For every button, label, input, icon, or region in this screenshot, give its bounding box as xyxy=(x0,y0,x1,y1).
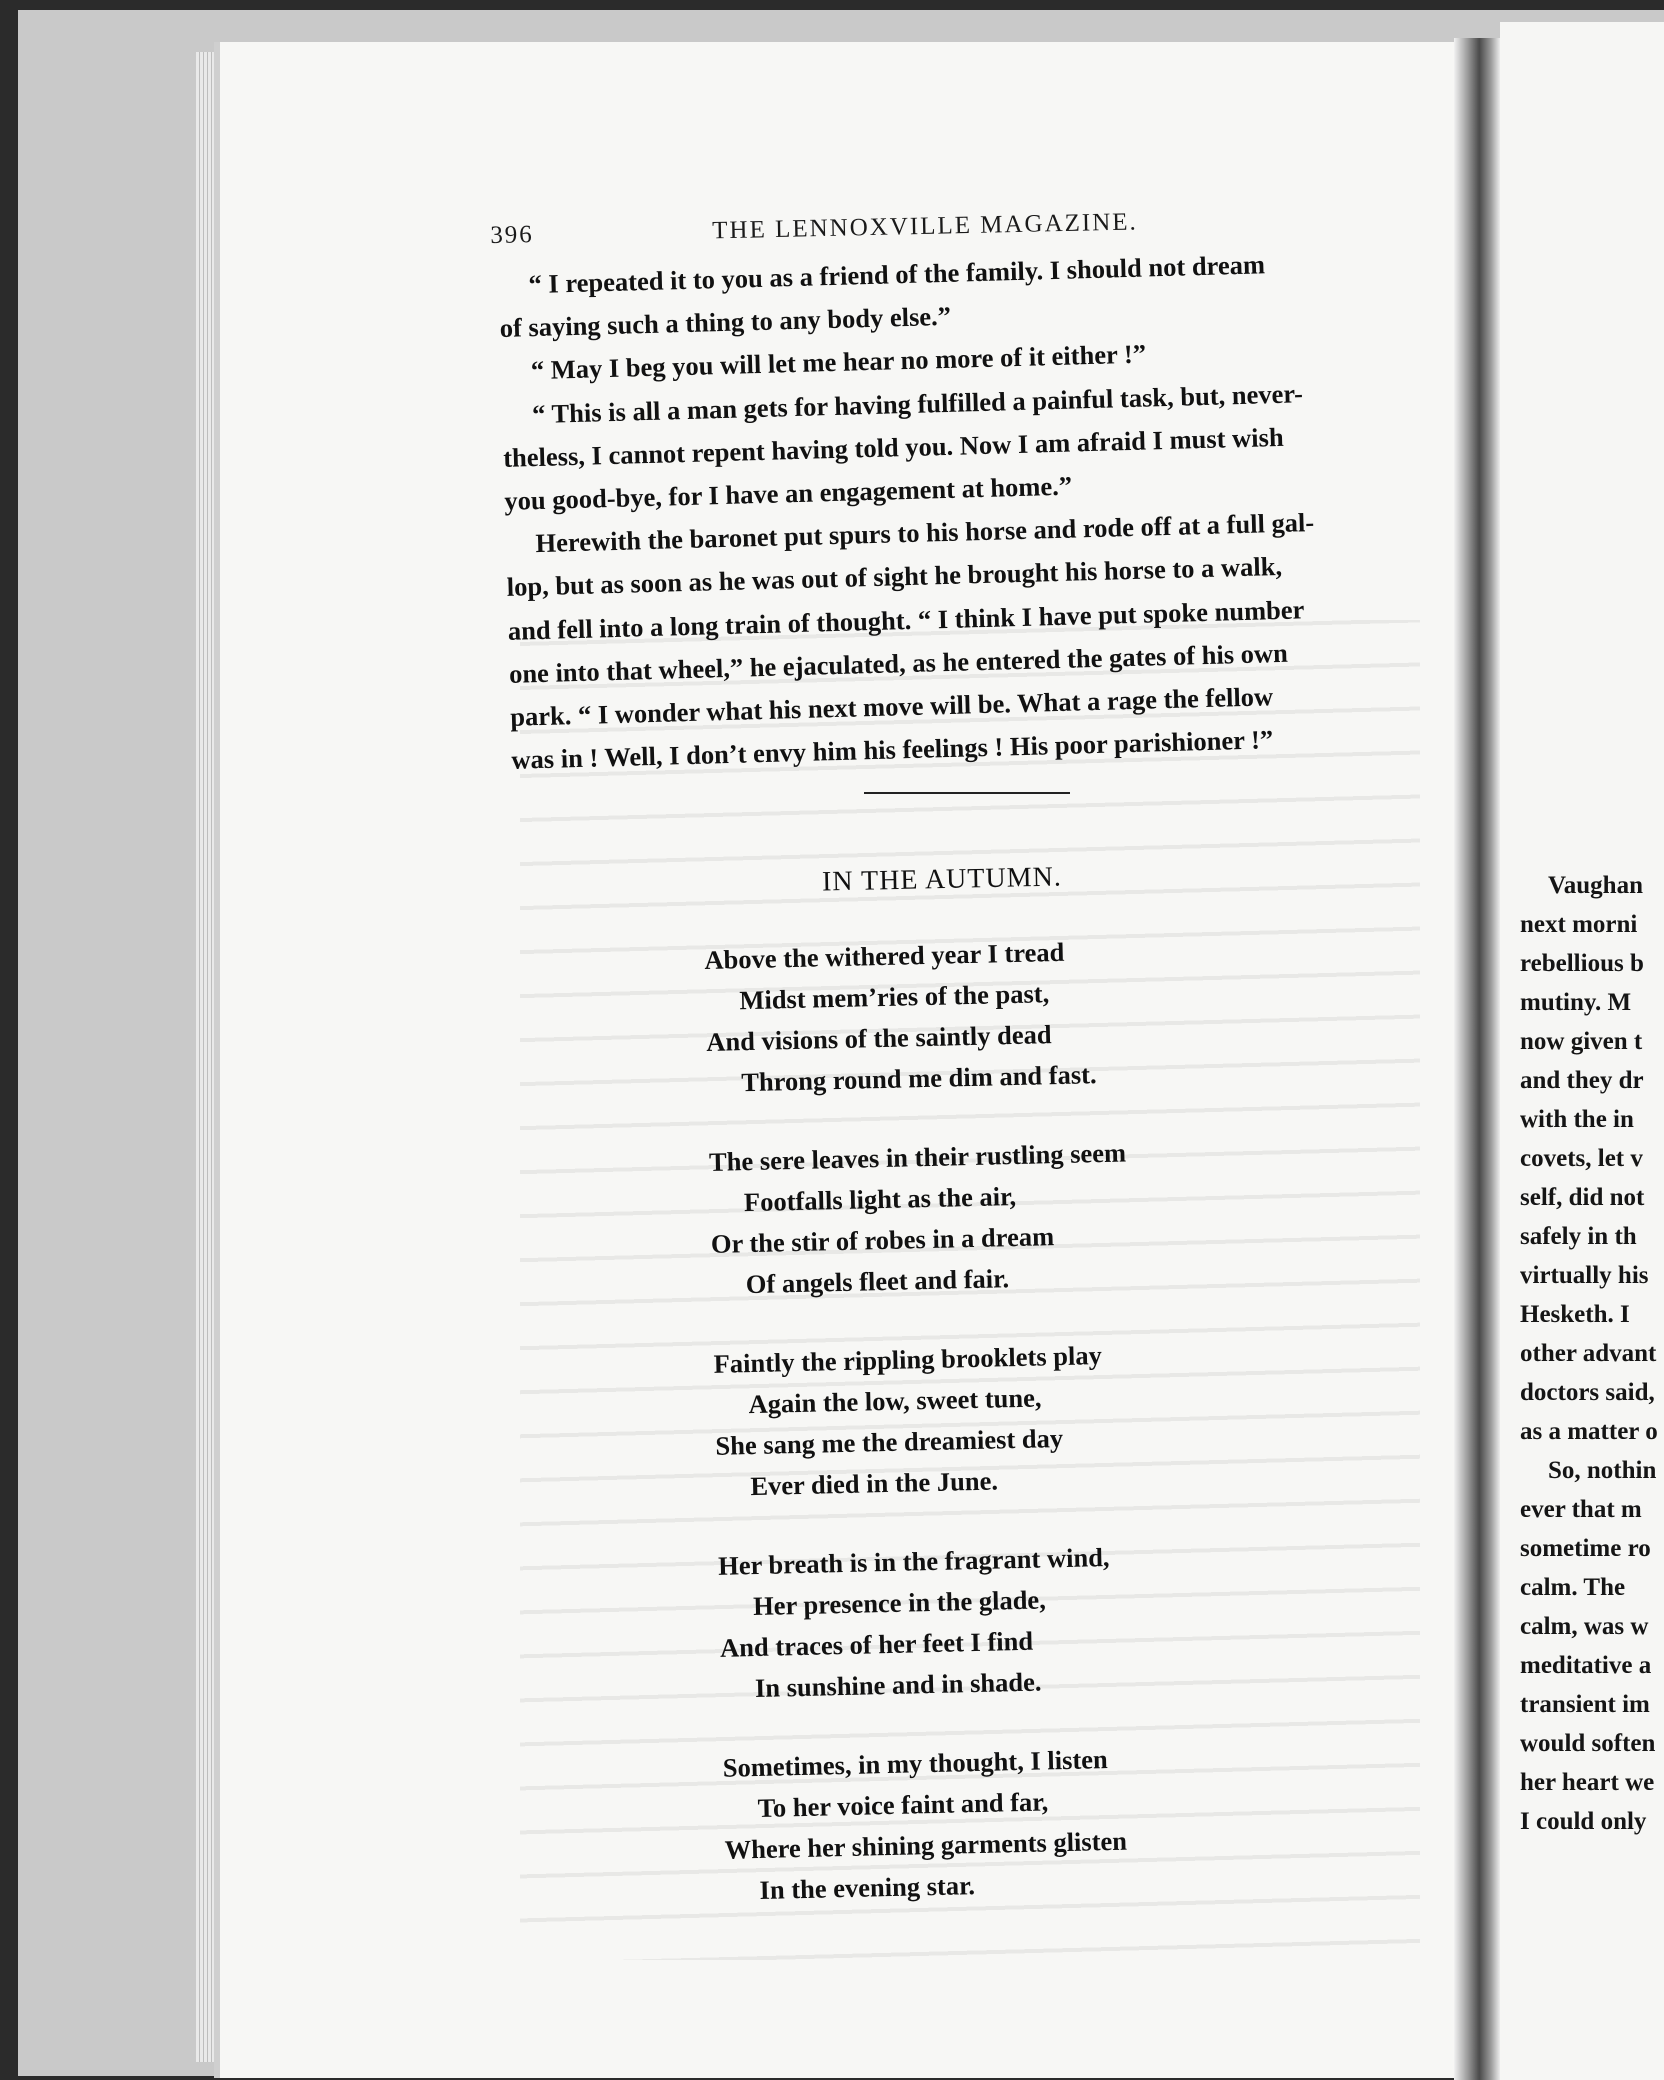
right-page-line: transient im xyxy=(1520,1691,1650,1718)
prose-line: theless, I cannot repent having told you. Now I am afraid I must wish xyxy=(502,421,1284,473)
right-page-line: safely in th xyxy=(1520,1223,1637,1250)
poem-line: In sunshine and in shade. xyxy=(754,1666,1042,1704)
right-page-line: sometime ro xyxy=(1520,1535,1651,1562)
prose-line: one into that wheel,” he ejaculated, as he entered the gates of his own xyxy=(508,637,1289,689)
poem-line: Faintly the rippling brooklets play xyxy=(713,1340,1103,1379)
right-page-line: doctors said, xyxy=(1520,1379,1655,1406)
poem-stanza xyxy=(704,927,1268,1104)
poem-line: Her presence in the glade, xyxy=(752,1584,1047,1622)
poem-stanza xyxy=(722,1735,1286,1912)
right-page-line: would soften xyxy=(1520,1730,1656,1757)
right-page xyxy=(1500,22,1664,2080)
right-page-line: calm. The xyxy=(1520,1574,1626,1601)
poem-line: Midst mem’ries of the past, xyxy=(739,978,1050,1016)
book-gutter xyxy=(1454,38,1500,2080)
prose-line: “ This is all a man gets for having fulfilled a painful task, but, never- xyxy=(531,377,1304,429)
poem-line: In the evening star. xyxy=(759,1870,976,1905)
right-page-line: covets, let v xyxy=(1520,1145,1643,1172)
running-title: THE LENNOXVILLE MAGAZINE. xyxy=(711,208,1139,245)
poem-line: The sere leaves in their rustling seem xyxy=(708,1137,1127,1177)
poem-line: Again the low, sweet tune, xyxy=(748,1382,1042,1420)
prose-line: park. “ I wonder what his next move will be. What a rage the fellow xyxy=(509,681,1274,732)
right-page-line: as a matter o xyxy=(1520,1418,1658,1445)
prose-text xyxy=(498,240,1412,782)
right-page-line: So, nothin xyxy=(1548,1457,1657,1484)
poem-body xyxy=(704,927,1287,1949)
poem-line: And traces of her feet I find xyxy=(719,1625,1034,1663)
poem-line: Of angels fleet and fair. xyxy=(745,1263,1010,1300)
right-page-line: next morni xyxy=(1520,911,1638,938)
right-page-line: virtually his xyxy=(1520,1262,1649,1289)
poem-stanza xyxy=(713,1331,1277,1508)
prose-line: “ May I beg you will let me hear no more of it either !” xyxy=(530,338,1147,386)
page-edges xyxy=(196,52,216,2062)
poem-line: Or the stir of robes in a dream xyxy=(710,1221,1055,1259)
prose-line: Herewith the baronet put spurs to his horse and rode off at a full gal- xyxy=(535,507,1315,559)
prose-line: lop, but as soon as he was out of sight he brought his horse to a walk, xyxy=(506,551,1283,603)
right-page-line: with the in xyxy=(1520,1106,1634,1133)
prose-line: of saying such a thing to any body else.” xyxy=(499,300,952,344)
right-page-line: mutiny. M xyxy=(1520,989,1632,1016)
right-page-line: Hesketh. I xyxy=(1520,1301,1630,1328)
right-page-line: calm, was w xyxy=(1520,1613,1649,1640)
right-page-line: now given t xyxy=(1520,1028,1643,1055)
poem-line: Sometimes, in my thought, I listen xyxy=(722,1744,1109,1783)
poem-line: Where her shining garments glisten xyxy=(724,1825,1128,1865)
right-page-line: self, did not xyxy=(1520,1184,1645,1211)
right-page-line: rebellious b xyxy=(1520,950,1644,977)
right-page-line: and they dr xyxy=(1520,1067,1644,1094)
right-page-line: I could only xyxy=(1520,1808,1647,1835)
poem-line: To her voice faint and far, xyxy=(757,1786,1049,1824)
right-page-line: meditative a xyxy=(1520,1652,1652,1679)
poem-line: Above the withered year I tread xyxy=(704,936,1065,975)
right-page-line: her heart we xyxy=(1520,1769,1655,1796)
prose-line: “ I repeated it to you as a friend of the family. I should not dream xyxy=(528,249,1266,300)
poem-line: Ever died in the June. xyxy=(750,1465,999,1502)
right-page-line: other advant xyxy=(1520,1340,1657,1367)
right-page-line: ever that m xyxy=(1520,1496,1642,1523)
poem-line: Throng round me dim and fast. xyxy=(740,1059,1097,1098)
poem-title: IN THE AUTUMN. xyxy=(821,861,1063,898)
section-divider xyxy=(864,792,1070,794)
prose-line: and fell into a long train of thought. “ I think I have put spoke number xyxy=(507,593,1305,646)
prose-line: you good-bye, for I have an engagement at home.” xyxy=(504,470,1073,516)
right-page-line: Vaughan xyxy=(1548,872,1643,899)
poem-line: Her breath is in the fragrant wind, xyxy=(717,1541,1110,1581)
poem-line: She sang me the dreamiest day xyxy=(715,1422,1064,1461)
page-number: 396 xyxy=(490,221,535,249)
poem-line: And visions of the saintly dead xyxy=(705,1019,1052,1057)
poem-stanza xyxy=(709,1129,1273,1306)
prose-line: was in ! Well, I don’t envy him his feelings ! His poor parishioner !” xyxy=(511,724,1274,775)
poem-stanza xyxy=(718,1533,1282,1710)
poem-line: Footfalls light as the air, xyxy=(743,1180,1017,1218)
